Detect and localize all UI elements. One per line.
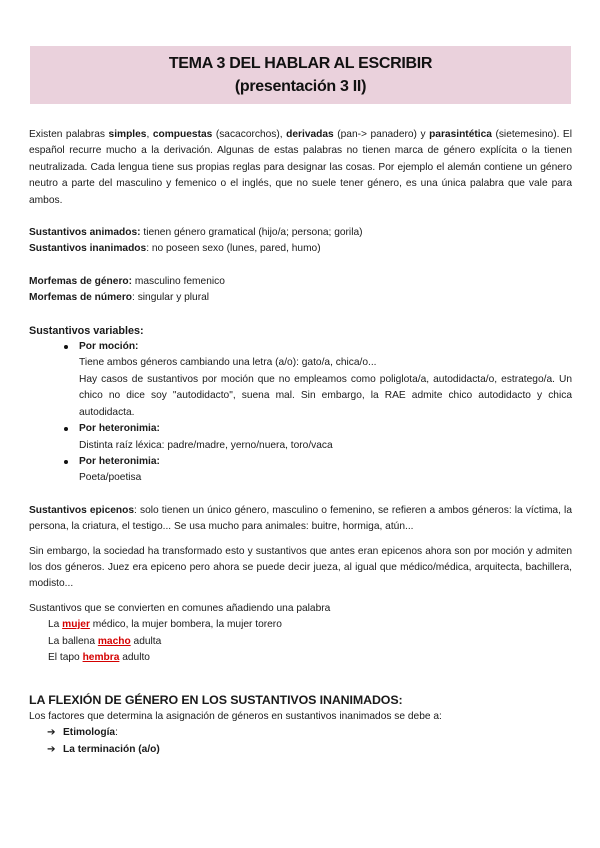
highlight-word: macho	[97, 635, 131, 647]
example-line: La ballena macho adulta	[48, 635, 162, 647]
example-line: La mujer médico, la mujer bombera, la mujer torero	[48, 619, 282, 631]
term-derivadas: derivadas	[286, 129, 334, 140]
document-body	[29, 127, 572, 758]
mocion-paragraph: Hay casos de sustantivos por moción que no empleamos como poliglota/a, autodidacta/o, estratego/a. Un chico no dice soy "autodidacto", suena mal. Sin embargo, la RAE admite chico autodidacto y chica autodidacta.	[79, 373, 572, 418]
page-subtitle: (presentación 3 II)	[234, 78, 367, 95]
variables-list	[29, 339, 572, 355]
sociedad-paragraph: Sin embargo, la sociedad ha transformado esto y sustantivos que antes eran epicenos ahora son por moción y admiten los dos géneros. Juez era epiceno pero ahora se puede decir jueza, al igual que médico/médica, arquitecta, bachillera, modisto...	[29, 545, 572, 590]
morfemas-genero-line: Morfemas de género: masculino femenico	[29, 275, 225, 287]
list-item: Por heteronimia:	[29, 454, 572, 470]
list-item: Por moción:	[29, 339, 572, 355]
highlight-word: mujer	[62, 619, 90, 631]
page-title: TEMA 3 DEL HABLAR AL ESCRIBIR	[168, 55, 433, 72]
intro-paragraph: Existen palabras simples, compuestas (sacacorchos), derivadas (pan-> panadero) y parasintética (sietemesino). El español recurre mucho a la derivación. Algunas de estas palabras no tienen marca de género explícita o la tienen neutralizada. Cada lengua tiene sus propias reglas para designar las cosas. Por ejemplo el alemán contiene un género neutro a parte del masculino y femenico o el inglés, que no suele tener género, es una única palabra que vale para ambos.	[29, 129, 572, 206]
list-item: Por heteronimia:	[29, 421, 572, 437]
morfemas-numero-line: Morfemas de número: singular y plural	[29, 292, 210, 304]
epicenos-paragraph: Sustantivos epicenos: solo tienen un único género, masculino o femenino, se refieren a ambos géneros: la víctima, la persona, la criatura, el testigo... Se usa mucho para animales: buitre, hormiga, atún...	[29, 504, 572, 533]
heteronimia-line: Distinta raíz léxica: padre/madre, yerno/nuera, toro/vaca	[79, 439, 333, 451]
title-banner	[30, 46, 571, 104]
example-line: El tapo hembra adulto	[48, 651, 150, 663]
list-item: ➔ Etimología:	[29, 725, 572, 741]
arrow-icon: ➔	[47, 743, 56, 755]
inanimados-line: Sustantivos inanimados: no poseen sexo (lunes, pared, humo)	[29, 243, 321, 255]
comunes-intro: Sustantivos que se convierten en comunes añadiendo una palabra	[29, 602, 331, 614]
heteronimia-line-2: Poeta/poetisa	[79, 472, 142, 484]
section-heading: LA FLEXIÓN DE GÉNERO EN LOS SUSTANTIVOS INANIMADOS:	[29, 693, 403, 708]
list-item: ➔ La terminación (a/o)	[29, 742, 572, 758]
flexion-intro: Los factores que determina la asignación de géneros en sustantivos inanimados se debe a:	[29, 710, 442, 722]
term-simples: simples	[108, 129, 147, 140]
variables-heading: Sustantivos variables:	[29, 324, 144, 337]
arrow-icon: ➔	[47, 727, 56, 739]
animados-line: Sustantivos animados: tienen género gramatical (hijo/a; persona; gorila)	[29, 227, 363, 239]
mocion-line: Tiene ambos géneros cambiando una letra (a/o): gato/a, chica/o...	[79, 357, 377, 369]
term-parasinteticas: parasintética	[429, 129, 492, 140]
highlight-word: hembra	[82, 651, 120, 663]
term-compuestas: compuestas	[152, 129, 213, 140]
